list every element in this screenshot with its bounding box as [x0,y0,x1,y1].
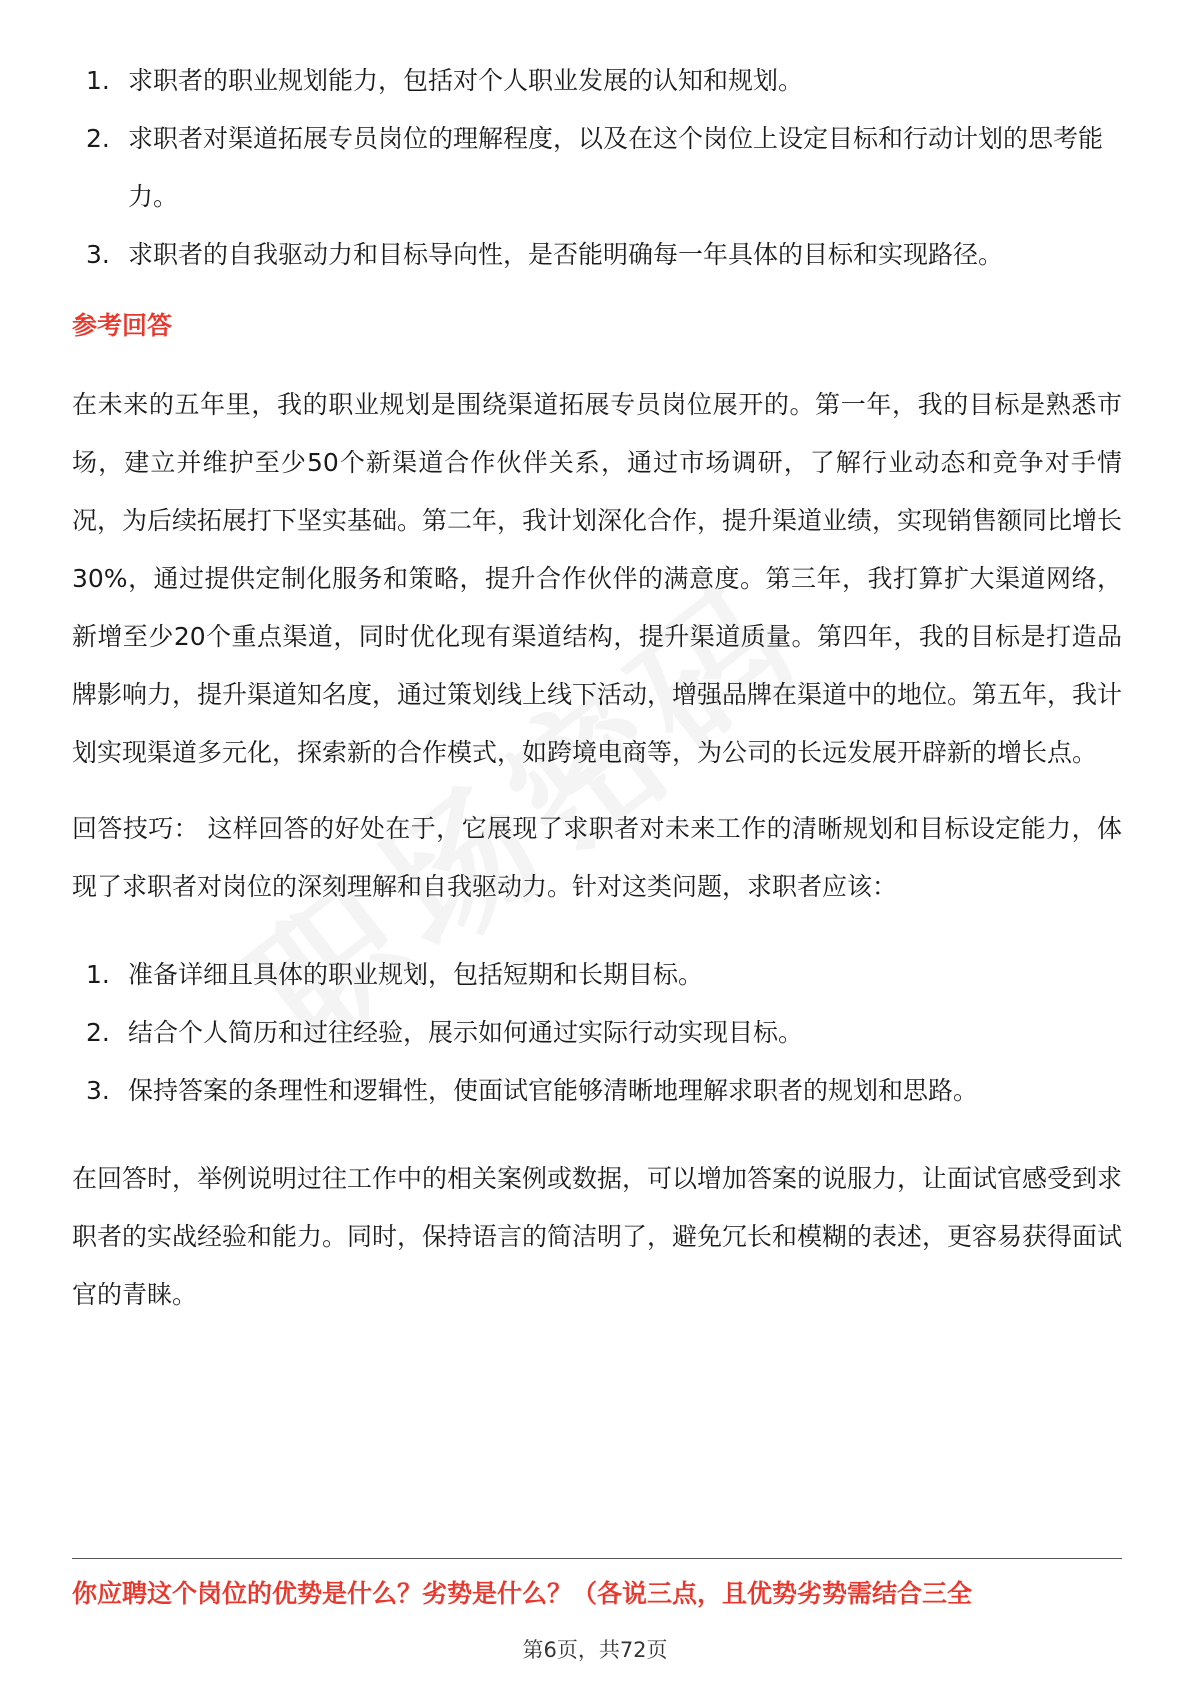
tips-paragraph: 回答技巧： 这样回答的好处在于，它展现了求职者对未来工作的清晰规划和目标设定能力，体现了求职者对岗位的深刻理解和自我驱动力。针对这类问题，求职者应该： [72,814,1122,901]
list-number: 2. [86,124,110,153]
page-footer: 第6页，共72页 [522,1638,668,1662]
list-item [72,110,1122,226]
section-title-reference-answer: 参考回答 [72,311,173,340]
list-number: 3. [86,1076,110,1105]
list-item-text: 保持答案的条理性和逻辑性，使面试官能够清晰地理解求职者的规划和思路。 [128,1076,979,1105]
list-item-text: 求职者的职业规划能力，包括对个人职业发展的认知和规划。 [128,66,804,95]
list-item-text: 求职者的自我驱动力和目标导向性，是否能明确每一年具体的目标和实现路径。 [128,240,1004,269]
list-item-text: 结合个人简历和过往经验，展示如何通过实际行动实现目标。 [128,1018,804,1047]
list-number: 2. [86,1018,110,1047]
section-divider [72,1558,1122,1559]
list-item-text: 准备详细且具体的职业规划，包括短期和长期目标。 [128,960,704,989]
answer-paragraph: 在未来的五年里，我的职业规划是围绕渠道拓展专员岗位展开的。第一年，我的目标是熟悉市场，建立并维护至少50个新渠道合作伙伴关系，通过市场调研，了解行业动态和竞争对手情况，为后续拓展打下坚实基础。第二年，我计划深化合作，提升渠道业绩，实现销售额同比增长30%，通过提供定制化服务和策略，提升合作伙伴的满意度。第三年，我打算扩大渠道网络，新增至少20个重点渠道，同时优化现有渠道结构，提升渠道质量。第四年，我的目标是打造品牌影响力，提升渠道知名度，通过策划线上线下活动，增强品牌在渠道中的地位。第五年，我计划实现渠道多元化，探索新的合作模式，如跨境电商等，为公司的长远发展开辟新的增长点。 [72,390,1123,767]
list-number: 3. [86,240,110,269]
assessment-points-list [72,52,1122,284]
document-page [72,0,1122,1324]
next-question-heading: 你应聘这个岗位的优势是什么？劣势是什么？（各说三点，且优势劣势需结合三全 [72,1579,973,1608]
list-item [72,52,1122,110]
list-item [72,1004,1122,1062]
list-item-text: 求职者对渠道拓展专员岗位的理解程度，以及在这个岗位上设定目标和行动计划的思考能力。 [128,124,1104,211]
list-item [72,226,1122,284]
list-number: 1. [86,66,110,95]
list-item [72,1062,1122,1120]
closing-paragraph: 在回答时，举例说明过往工作中的相关案例或数据，可以增加答案的说服力，让面试官感受到求职者的实战经验和能力。同时，保持语言的简洁明了，避免冗长和模糊的表述，更容易获得面试官的青睐。 [72,1164,1123,1309]
list-item [72,946,1122,1004]
list-number: 1. [86,960,110,989]
tips-list [72,946,1122,1120]
